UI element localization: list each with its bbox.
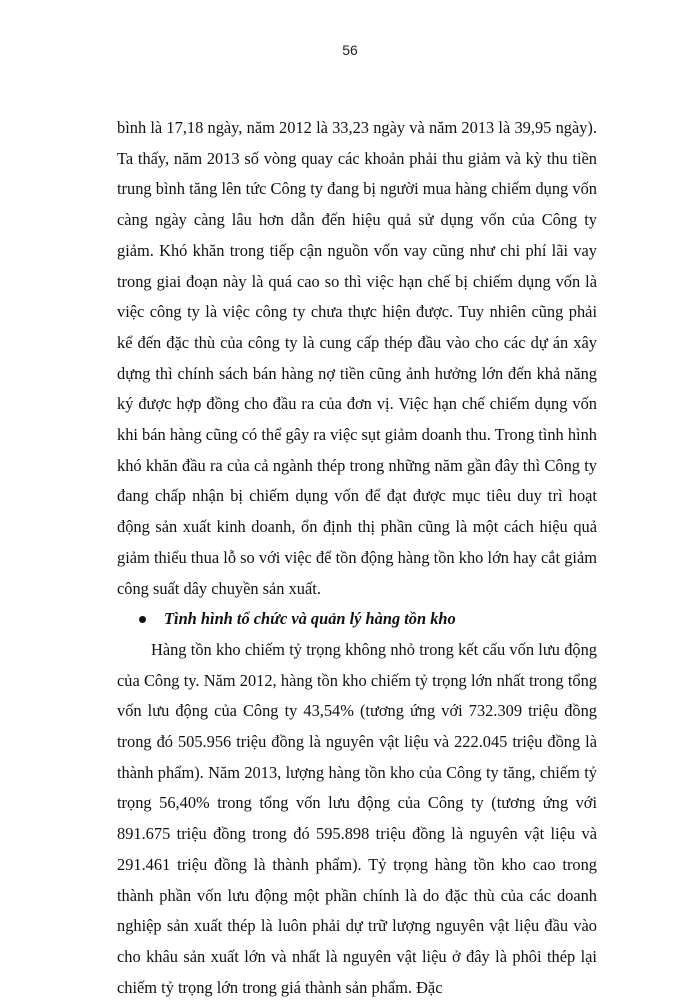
- section-heading-text: Tình hình tổ chức và quản lý hàng tồn kho: [164, 609, 456, 629]
- page-number: 56: [342, 42, 358, 58]
- body-text: [117, 113, 597, 1003]
- paragraph-inventory: Hàng tồn kho chiếm tỷ trọng không nhỏ trong kết cấu vốn lưu động của Công ty. Năm 2012, hàng tồn kho chiếm tỷ trọng lớn nhất trong tổng vốn lưu động của Công ty 43,54% (tương ứng với 732.309 triệu đồng trong đó 505.956 triệu đồng là nguyên vật liệu và 222.045 triệu đồng là thành phẩm). Năm 2013, lượng hàng tồn kho của Công ty tăng, chiếm tỷ trọng 56,40% trong tổng vốn lưu động của Công ty (tương ứng với 891.675 triệu đồng trong đó 595.898 triệu đồng là nguyên vật liệu và 291.461 triệu đồng là thành phẩm). Tỷ trọng hàng tồn kho cao trong thành phần vốn lưu động một phần chính là do đặc thù của các doanh nghiệp sản xuất thép là luôn phải dự trữ lượng nguyên vật liệu đầu vào cho khâu sản xuất lớn và nhất là nguyên vật liệu ở đây là phôi thép lại chiếm tỷ trọng lớn trong giá thành sản phẩm. Đặc: [117, 639, 597, 997]
- section-heading: [117, 604, 597, 635]
- paragraph-receivables: bình là 17,18 ngày, năm 2012 là 33,23 ngày và năm 2013 là 39,95 ngày). Ta thấy, năm 2013 số vòng quay các khoản phải thu giảm và kỳ thu tiền trung bình tăng lên tức Công ty đang bị người mua hàng chiếm dụng vốn càng ngày càng lâu hơn dẫn đến hiệu quả sử dụng vốn của Công ty giảm. Khó khăn trong tiếp cận nguồn vốn vay cũng như chi phí lãi vay trong giai đoạn này là quá cao so thì việc hạn chế bị chiếm dụng vốn là việc công ty là việc công ty chưa thực hiện được. Tuy nhiên cũng phải kể đến đặc thù của công ty là cung cấp thép đầu vào cho các dự án xây dựng thì chính sách bán hàng nợ tiền cũng ảnh hưởng lớn đến khả năng ký được hợp đồng cho đầu ra của đơn vị. Việc hạn chế chiếm dụng vốn khi bán hàng cũng có thể gây ra việc sụt giảm doanh thu. Trong tình hình khó khăn đầu ra của cả ngành thép trong những năm gần đây thì Công ty đang chấp nhận bị chiếm dụng vốn để đạt được mục tiêu duy trì hoạt động sản xuất kinh doanh, ổn định thị phần cũng là một cách hiệu quả giảm thiểu thua lỗ so với việc để tồn động hàng tồn kho lớn hay cắt giảm công suất dây chuyền sản xuất.: [117, 118, 597, 598]
- bullet-dot-icon: [139, 616, 146, 623]
